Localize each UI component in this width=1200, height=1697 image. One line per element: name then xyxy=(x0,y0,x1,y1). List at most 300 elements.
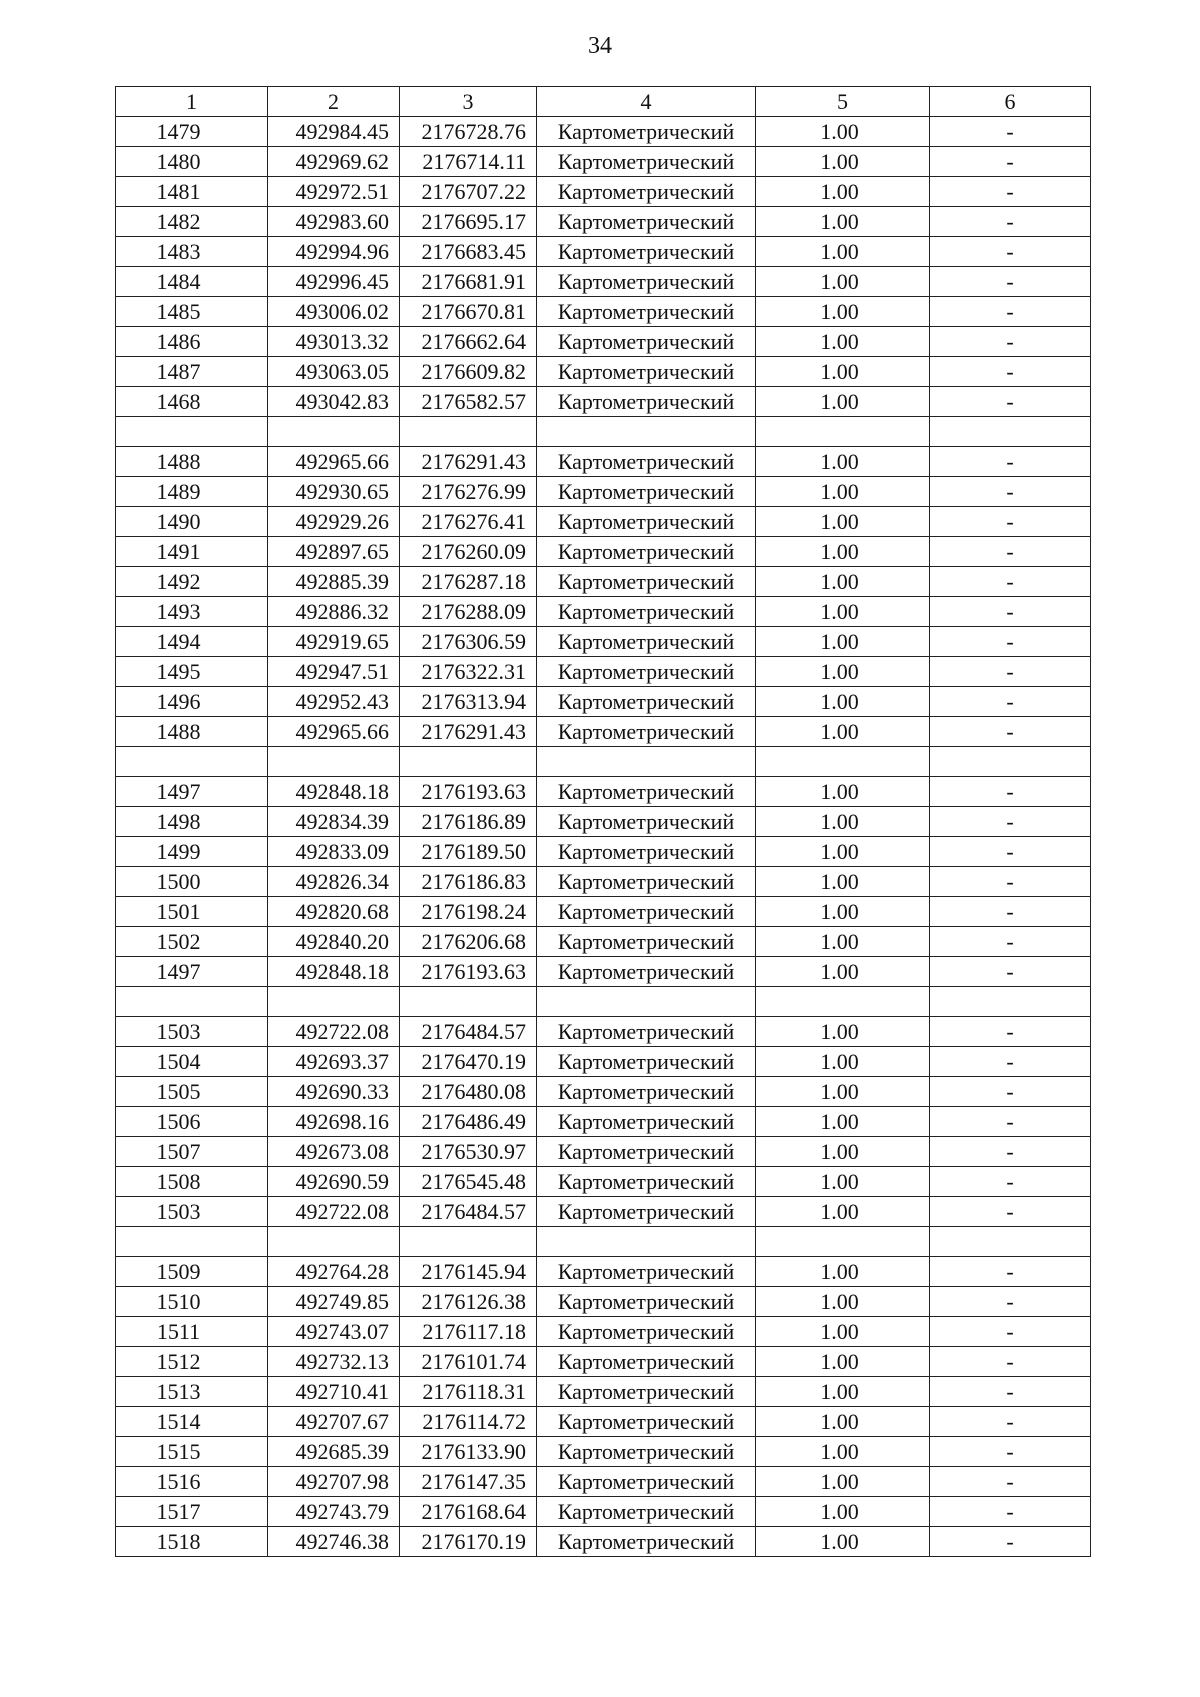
x-coordinate-cell: 492710.41 xyxy=(268,1377,400,1407)
description-cell xyxy=(930,1227,1091,1257)
method-cell xyxy=(537,987,756,1017)
y-coordinate-cell: 2176206.68 xyxy=(400,927,537,957)
y-coordinate-cell: 2176714.11 xyxy=(400,147,537,177)
x-coordinate-cell: 492743.07 xyxy=(268,1317,400,1347)
x-coordinate-cell: 492749.85 xyxy=(268,1287,400,1317)
point-number-cell: 1491 xyxy=(116,537,268,567)
method-cell: Картометрический xyxy=(537,897,756,927)
description-cell: - xyxy=(930,1467,1091,1497)
table-row xyxy=(116,297,1091,327)
y-coordinate-cell: 2176670.81 xyxy=(400,297,537,327)
point-number-cell: 1518 xyxy=(116,1527,268,1557)
point-number-cell: 1488 xyxy=(116,447,268,477)
description-cell: - xyxy=(930,267,1091,297)
method-cell: Картометрический xyxy=(537,1407,756,1437)
description-cell xyxy=(930,747,1091,777)
x-coordinate-cell: 493063.05 xyxy=(268,357,400,387)
y-coordinate-cell: 2176114.72 xyxy=(400,1407,537,1437)
method-cell xyxy=(537,417,756,447)
x-coordinate-cell: 492919.65 xyxy=(268,627,400,657)
x-coordinate-cell: 492732.13 xyxy=(268,1347,400,1377)
method-cell: Картометрический xyxy=(537,807,756,837)
description-cell: - xyxy=(930,1197,1091,1227)
method-cell: Картометрический xyxy=(537,297,756,327)
point-number-cell: 1499 xyxy=(116,837,268,867)
method-cell: Картометрический xyxy=(537,117,756,147)
x-coordinate-cell: 492673.08 xyxy=(268,1137,400,1167)
y-coordinate-cell: 2176193.63 xyxy=(400,777,537,807)
method-cell: Картометрический xyxy=(537,1077,756,1107)
method-cell: Картометрический xyxy=(537,507,756,537)
accuracy-cell: 1.00 xyxy=(756,1137,930,1167)
accuracy-cell: 1.00 xyxy=(756,117,930,147)
point-number-cell: 1504 xyxy=(116,1047,268,1077)
description-cell: - xyxy=(930,597,1091,627)
y-coordinate-cell: 2176728.76 xyxy=(400,117,537,147)
description-cell: - xyxy=(930,387,1091,417)
point-number-cell: 1511 xyxy=(116,1317,268,1347)
y-coordinate-cell: 2176322.31 xyxy=(400,657,537,687)
accuracy-cell: 1.00 xyxy=(756,507,930,537)
point-number-cell xyxy=(116,747,268,777)
y-coordinate-cell: 2176145.94 xyxy=(400,1257,537,1287)
accuracy-cell: 1.00 xyxy=(756,477,930,507)
point-number-cell: 1486 xyxy=(116,327,268,357)
point-number-cell: 1496 xyxy=(116,687,268,717)
accuracy-cell xyxy=(756,1227,930,1257)
accuracy-cell: 1.00 xyxy=(756,867,930,897)
method-cell: Картометрический xyxy=(537,1377,756,1407)
point-number-cell: 1490 xyxy=(116,507,268,537)
x-coordinate-cell: 492722.08 xyxy=(268,1197,400,1227)
accuracy-cell: 1.00 xyxy=(756,1047,930,1077)
accuracy-cell: 1.00 xyxy=(756,1527,930,1557)
accuracy-cell: 1.00 xyxy=(756,177,930,207)
accuracy-cell: 1.00 xyxy=(756,1197,930,1227)
accuracy-cell: 1.00 xyxy=(756,1167,930,1197)
column-header-5: 5 xyxy=(756,87,930,117)
point-number-cell: 1493 xyxy=(116,597,268,627)
description-cell: - xyxy=(930,507,1091,537)
accuracy-cell xyxy=(756,417,930,447)
table-row xyxy=(116,1377,1091,1407)
accuracy-cell: 1.00 xyxy=(756,327,930,357)
point-number-cell: 1501 xyxy=(116,897,268,927)
method-cell: Картометрический xyxy=(537,927,756,957)
description-cell: - xyxy=(930,1377,1091,1407)
description-cell: - xyxy=(930,1317,1091,1347)
method-cell: Картометрический xyxy=(537,1497,756,1527)
method-cell: Картометрический xyxy=(537,657,756,687)
description-cell: - xyxy=(930,897,1091,927)
accuracy-cell xyxy=(756,747,930,777)
point-number-cell: 1481 xyxy=(116,177,268,207)
y-coordinate-cell: 2176168.64 xyxy=(400,1497,537,1527)
y-coordinate-cell: 2176126.38 xyxy=(400,1287,537,1317)
x-coordinate-cell: 492848.18 xyxy=(268,777,400,807)
table-row xyxy=(116,1317,1091,1347)
y-coordinate-cell: 2176484.57 xyxy=(400,1197,537,1227)
description-cell: - xyxy=(930,117,1091,147)
accuracy-cell: 1.00 xyxy=(756,777,930,807)
description-cell: - xyxy=(930,687,1091,717)
accuracy-cell: 1.00 xyxy=(756,537,930,567)
table-row xyxy=(116,1467,1091,1497)
method-cell: Картометрический xyxy=(537,717,756,747)
accuracy-cell: 1.00 xyxy=(756,1437,930,1467)
method-cell: Картометрический xyxy=(537,1017,756,1047)
method-cell: Картометрический xyxy=(537,687,756,717)
accuracy-cell: 1.00 xyxy=(756,147,930,177)
point-number-cell: 1508 xyxy=(116,1167,268,1197)
description-cell: - xyxy=(930,1077,1091,1107)
description-cell: - xyxy=(930,207,1091,237)
table-row xyxy=(116,387,1091,417)
point-number-cell: 1497 xyxy=(116,957,268,987)
accuracy-cell: 1.00 xyxy=(756,1077,930,1107)
x-coordinate-cell: 492994.96 xyxy=(268,237,400,267)
description-cell: - xyxy=(930,957,1091,987)
description-cell: - xyxy=(930,177,1091,207)
table-row xyxy=(116,327,1091,357)
point-number-cell: 1482 xyxy=(116,207,268,237)
table-row xyxy=(116,177,1091,207)
y-coordinate-cell: 2176193.63 xyxy=(400,957,537,987)
table-row xyxy=(116,477,1091,507)
y-coordinate-cell: 2176530.97 xyxy=(400,1137,537,1167)
y-coordinate-cell: 2176313.94 xyxy=(400,687,537,717)
x-coordinate-cell: 492929.26 xyxy=(268,507,400,537)
x-coordinate-cell: 492707.67 xyxy=(268,1407,400,1437)
x-coordinate-cell: 493013.32 xyxy=(268,327,400,357)
table-row xyxy=(116,507,1091,537)
y-coordinate-cell: 2176291.43 xyxy=(400,447,537,477)
point-number-cell: 1513 xyxy=(116,1377,268,1407)
column-header-3: 3 xyxy=(400,87,537,117)
description-cell: - xyxy=(930,1047,1091,1077)
point-number-cell: 1483 xyxy=(116,237,268,267)
x-coordinate-cell: 492897.65 xyxy=(268,537,400,567)
table-row xyxy=(116,267,1091,297)
point-number-cell xyxy=(116,417,268,447)
accuracy-cell: 1.00 xyxy=(756,1377,930,1407)
y-coordinate-cell xyxy=(400,987,537,1017)
x-coordinate-cell: 492983.60 xyxy=(268,207,400,237)
method-cell: Картометрический xyxy=(537,1107,756,1137)
coordinates-table xyxy=(115,86,1091,1557)
method-cell: Картометрический xyxy=(537,477,756,507)
point-number-cell: 1487 xyxy=(116,357,268,387)
y-coordinate-cell: 2176198.24 xyxy=(400,897,537,927)
description-cell: - xyxy=(930,777,1091,807)
x-coordinate-cell: 492826.34 xyxy=(268,867,400,897)
accuracy-cell: 1.00 xyxy=(756,687,930,717)
point-number-cell: 1505 xyxy=(116,1077,268,1107)
x-coordinate-cell: 492984.45 xyxy=(268,117,400,147)
accuracy-cell xyxy=(756,987,930,1017)
accuracy-cell: 1.00 xyxy=(756,957,930,987)
accuracy-cell: 1.00 xyxy=(756,1467,930,1497)
point-number-cell: 1503 xyxy=(116,1017,268,1047)
y-coordinate-cell: 2176582.57 xyxy=(400,387,537,417)
method-cell: Картометрический xyxy=(537,537,756,567)
table-row xyxy=(116,1077,1091,1107)
y-coordinate-cell: 2176662.64 xyxy=(400,327,537,357)
table-row xyxy=(116,237,1091,267)
accuracy-cell: 1.00 xyxy=(756,237,930,267)
point-number-cell: 1498 xyxy=(116,807,268,837)
table-body xyxy=(116,117,1091,1557)
description-cell: - xyxy=(930,327,1091,357)
accuracy-cell: 1.00 xyxy=(756,1107,930,1137)
method-cell: Картометрический xyxy=(537,1197,756,1227)
column-header-1: 1 xyxy=(116,87,268,117)
point-number-cell: 1488 xyxy=(116,717,268,747)
table-row xyxy=(116,1197,1091,1227)
y-coordinate-cell: 2176545.48 xyxy=(400,1167,537,1197)
point-number-cell: 1484 xyxy=(116,267,268,297)
x-coordinate-cell: 492834.39 xyxy=(268,807,400,837)
description-cell: - xyxy=(930,837,1091,867)
point-number-cell xyxy=(116,1227,268,1257)
accuracy-cell: 1.00 xyxy=(756,927,930,957)
point-number-cell: 1485 xyxy=(116,297,268,327)
y-coordinate-cell: 2176276.99 xyxy=(400,477,537,507)
y-coordinate-cell xyxy=(400,747,537,777)
x-coordinate-cell xyxy=(268,747,400,777)
table-row xyxy=(116,357,1091,387)
description-cell: - xyxy=(930,147,1091,177)
method-cell: Картометрический xyxy=(537,327,756,357)
y-coordinate-cell: 2176118.31 xyxy=(400,1377,537,1407)
accuracy-cell: 1.00 xyxy=(756,1497,930,1527)
y-coordinate-cell: 2176681.91 xyxy=(400,267,537,297)
description-cell: - xyxy=(930,657,1091,687)
method-cell: Картометрический xyxy=(537,267,756,297)
point-number-cell: 1515 xyxy=(116,1437,268,1467)
description-cell: - xyxy=(930,1527,1091,1557)
table-row xyxy=(116,1017,1091,1047)
x-coordinate-cell: 492693.37 xyxy=(268,1047,400,1077)
point-number-cell: 1503 xyxy=(116,1197,268,1227)
method-cell: Картометрический xyxy=(537,357,756,387)
point-number-cell: 1480 xyxy=(116,147,268,177)
description-cell: - xyxy=(930,1287,1091,1317)
table-row xyxy=(116,1167,1091,1197)
table-row xyxy=(116,867,1091,897)
table-row xyxy=(116,717,1091,747)
accuracy-cell: 1.00 xyxy=(756,297,930,327)
description-cell: - xyxy=(930,867,1091,897)
table-row xyxy=(116,1497,1091,1527)
x-coordinate-cell: 492743.79 xyxy=(268,1497,400,1527)
x-coordinate-cell: 492885.39 xyxy=(268,567,400,597)
method-cell xyxy=(537,1227,756,1257)
description-cell: - xyxy=(930,807,1091,837)
x-coordinate-cell: 492764.28 xyxy=(268,1257,400,1287)
description-cell: - xyxy=(930,1347,1091,1377)
method-cell: Картометрический xyxy=(537,1257,756,1287)
x-coordinate-cell xyxy=(268,987,400,1017)
table-row xyxy=(116,897,1091,927)
x-coordinate-cell: 492930.65 xyxy=(268,477,400,507)
method-cell: Картометрический xyxy=(537,957,756,987)
accuracy-cell: 1.00 xyxy=(756,657,930,687)
x-coordinate-cell: 492952.43 xyxy=(268,687,400,717)
description-cell: - xyxy=(930,1407,1091,1437)
description-cell: - xyxy=(930,1137,1091,1167)
x-coordinate-cell: 493042.83 xyxy=(268,387,400,417)
y-coordinate-cell: 2176147.35 xyxy=(400,1467,537,1497)
method-cell: Картометрический xyxy=(537,867,756,897)
x-coordinate-cell: 492969.62 xyxy=(268,147,400,177)
accuracy-cell: 1.00 xyxy=(756,597,930,627)
table-row xyxy=(116,1437,1091,1467)
accuracy-cell: 1.00 xyxy=(756,717,930,747)
accuracy-cell: 1.00 xyxy=(756,1017,930,1047)
point-number-cell: 1500 xyxy=(116,867,268,897)
table-row xyxy=(116,537,1091,567)
accuracy-cell: 1.00 xyxy=(756,267,930,297)
y-coordinate-cell: 2176609.82 xyxy=(400,357,537,387)
point-number-cell: 1479 xyxy=(116,117,268,147)
x-coordinate-cell: 492690.59 xyxy=(268,1167,400,1197)
method-cell: Картометрический xyxy=(537,1167,756,1197)
method-cell: Картометрический xyxy=(537,147,756,177)
table-row xyxy=(116,1047,1091,1077)
table-row xyxy=(116,447,1091,477)
table-header-row xyxy=(116,87,1091,117)
y-coordinate-cell: 2176306.59 xyxy=(400,627,537,657)
method-cell: Картометрический xyxy=(537,597,756,627)
table-separator-row xyxy=(116,417,1091,447)
y-coordinate-cell: 2176170.19 xyxy=(400,1527,537,1557)
description-cell: - xyxy=(930,447,1091,477)
accuracy-cell: 1.00 xyxy=(756,567,930,597)
column-header-6: 6 xyxy=(930,87,1091,117)
description-cell: - xyxy=(930,297,1091,327)
description-cell xyxy=(930,987,1091,1017)
point-number-cell: 1514 xyxy=(116,1407,268,1437)
y-coordinate-cell: 2176260.09 xyxy=(400,537,537,567)
x-coordinate-cell: 492996.45 xyxy=(268,267,400,297)
x-coordinate-cell: 493006.02 xyxy=(268,297,400,327)
method-cell: Картометрический xyxy=(537,567,756,597)
x-coordinate-cell: 492685.39 xyxy=(268,1437,400,1467)
y-coordinate-cell: 2176486.49 xyxy=(400,1107,537,1137)
y-coordinate-cell: 2176133.90 xyxy=(400,1437,537,1467)
method-cell: Картометрический xyxy=(537,627,756,657)
description-cell: - xyxy=(930,1497,1091,1527)
method-cell xyxy=(537,747,756,777)
table-separator-row xyxy=(116,747,1091,777)
x-coordinate-cell: 492848.18 xyxy=(268,957,400,987)
x-coordinate-cell xyxy=(268,417,400,447)
page-number: 34 xyxy=(588,33,612,59)
description-cell: - xyxy=(930,477,1091,507)
point-number-cell: 1497 xyxy=(116,777,268,807)
point-number-cell: 1510 xyxy=(116,1287,268,1317)
x-coordinate-cell: 492947.51 xyxy=(268,657,400,687)
x-coordinate-cell: 492698.16 xyxy=(268,1107,400,1137)
point-number-cell: 1489 xyxy=(116,477,268,507)
column-header-4: 4 xyxy=(537,87,756,117)
method-cell: Картометрический xyxy=(537,447,756,477)
description-cell: - xyxy=(930,1437,1091,1467)
y-coordinate-cell: 2176707.22 xyxy=(400,177,537,207)
x-coordinate-cell: 492833.09 xyxy=(268,837,400,867)
x-coordinate-cell: 492820.68 xyxy=(268,897,400,927)
description-cell: - xyxy=(930,927,1091,957)
table-row xyxy=(116,117,1091,147)
point-number-cell xyxy=(116,987,268,1017)
description-cell: - xyxy=(930,567,1091,597)
method-cell: Картометрический xyxy=(537,1467,756,1497)
accuracy-cell: 1.00 xyxy=(756,447,930,477)
accuracy-cell: 1.00 xyxy=(756,1257,930,1287)
description-cell: - xyxy=(930,357,1091,387)
accuracy-cell: 1.00 xyxy=(756,1347,930,1377)
accuracy-cell: 1.00 xyxy=(756,1287,930,1317)
description-cell: - xyxy=(930,1167,1091,1197)
method-cell: Картометрический xyxy=(537,837,756,867)
description-cell xyxy=(930,417,1091,447)
y-coordinate-cell: 2176480.08 xyxy=(400,1077,537,1107)
point-number-cell: 1516 xyxy=(116,1467,268,1497)
description-cell: - xyxy=(930,717,1091,747)
y-coordinate-cell xyxy=(400,417,537,447)
table-row xyxy=(116,1347,1091,1377)
method-cell: Картометрический xyxy=(537,1287,756,1317)
point-number-cell: 1494 xyxy=(116,627,268,657)
method-cell: Картометрический xyxy=(537,1437,756,1467)
column-header-2: 2 xyxy=(268,87,400,117)
x-coordinate-cell: 492690.33 xyxy=(268,1077,400,1107)
accuracy-cell: 1.00 xyxy=(756,387,930,417)
y-coordinate-cell: 2176291.43 xyxy=(400,717,537,747)
description-cell: - xyxy=(930,627,1091,657)
point-number-cell: 1509 xyxy=(116,1257,268,1287)
x-coordinate-cell: 492965.66 xyxy=(268,717,400,747)
table-row xyxy=(116,1137,1091,1167)
method-cell: Картометрический xyxy=(537,1137,756,1167)
x-coordinate-cell: 492707.98 xyxy=(268,1467,400,1497)
table-row xyxy=(116,927,1091,957)
point-number-cell: 1468 xyxy=(116,387,268,417)
table-row xyxy=(116,657,1091,687)
y-coordinate-cell: 2176695.17 xyxy=(400,207,537,237)
method-cell: Картометрический xyxy=(537,1347,756,1377)
method-cell: Картометрический xyxy=(537,177,756,207)
point-number-cell: 1502 xyxy=(116,927,268,957)
accuracy-cell: 1.00 xyxy=(756,357,930,387)
table-separator-row xyxy=(116,1227,1091,1257)
y-coordinate-cell: 2176276.41 xyxy=(400,507,537,537)
x-coordinate-cell: 492965.66 xyxy=(268,447,400,477)
table-row xyxy=(116,837,1091,867)
y-coordinate-cell: 2176287.18 xyxy=(400,567,537,597)
point-number-cell: 1506 xyxy=(116,1107,268,1137)
table-row xyxy=(116,1527,1091,1557)
y-coordinate-cell: 2176470.19 xyxy=(400,1047,537,1077)
table-separator-row xyxy=(116,987,1091,1017)
table-row xyxy=(116,777,1091,807)
description-cell: - xyxy=(930,1017,1091,1047)
table-row xyxy=(116,627,1091,657)
table-row xyxy=(116,1107,1091,1137)
method-cell: Картометрический xyxy=(537,387,756,417)
table-row xyxy=(116,567,1091,597)
